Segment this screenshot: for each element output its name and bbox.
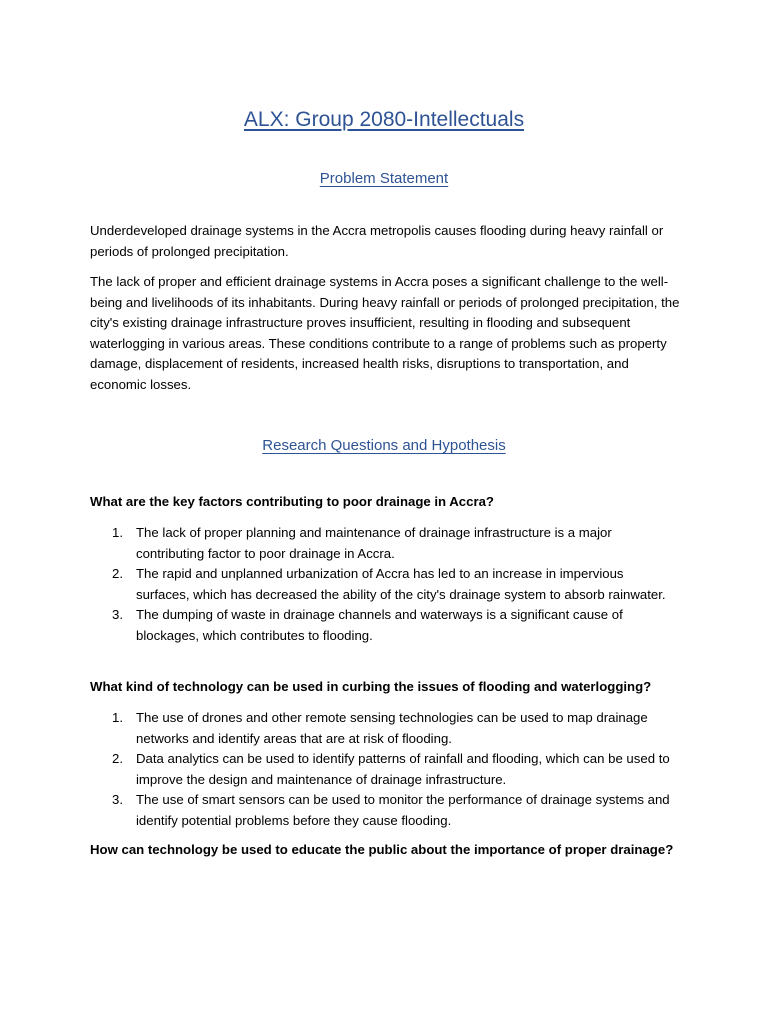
list-number: 2. bbox=[112, 566, 123, 582]
list-item-text: The lack of proper planning and maintenance of drainage infrastructure is a major contributing factor to poor drainage in Accra. bbox=[136, 525, 612, 561]
list-number: 1. bbox=[112, 525, 123, 540]
list-item-text: The use of smart sensors can be used to monitor the performance of drainage systems and identify potential problems before they cause flooding. bbox=[136, 792, 670, 828]
list-item-text: The dumping of waste in drainage channels and waterways is a significant cause of blockages, which contributes to flooding. bbox=[136, 607, 623, 643]
research-question-1: What are the key factors contributing to poor drainage in Accra? bbox=[90, 494, 494, 509]
list-item-text: Data analytics can be used to identify patterns of rainfall and flooding, which can be used to improve the design and maintenance of drainage infrastructure. bbox=[136, 751, 670, 787]
document-title: ALX: Group 2080-Intellectuals bbox=[243, 108, 525, 131]
problem-detail-paragraph: The lack of proper and efficient drainage systems in Accra poses a significant challenge to the well-being and livelihoods of its inhabitants. During heavy rainfall or periods of prolonged precipitation, the city's existing drainage infrastructure proves insufficient, resulting in flooding and subsequent waterlogging in various areas. These conditions contribute to a range of problems such as property damage, displacement of residents, increased health risks, disruptions to transportation, and economic losses. bbox=[90, 274, 680, 392]
list-item bbox=[90, 708, 680, 749]
problem-summary-paragraph: Underdeveloped drainage systems in the Accra metropolis causes flooding during heavy rainfall or periods of prolonged precipitation. bbox=[90, 223, 664, 259]
hypothesis-list-1 bbox=[90, 523, 680, 647]
list-item-text: The rapid and unplanned urbanization of Accra has led to an increase in impervious surfaces, which has decreased the ability of the city's drainage system to absorb rainwater. bbox=[136, 566, 666, 602]
list-item bbox=[90, 790, 680, 831]
list-item bbox=[90, 749, 680, 790]
list-number: 3. bbox=[112, 792, 123, 808]
research-question-2: What kind of technology can be used in curbing the issues of flooding and waterlogging? bbox=[90, 679, 652, 694]
list-number: 3. bbox=[112, 607, 123, 623]
problem-statement-heading: Problem Statement bbox=[319, 170, 449, 187]
hypothesis-list-2 bbox=[90, 708, 680, 832]
list-item bbox=[90, 523, 680, 564]
list-number: 2. bbox=[112, 751, 123, 767]
list-item-text: The use of drones and other remote sensing technologies can be used to map drainage networks and identify areas that are at risk of flooding. bbox=[136, 710, 648, 746]
research-question-3: How can technology be used to educate the public about the importance of proper drainage? bbox=[90, 842, 674, 857]
list-item bbox=[90, 605, 680, 646]
list-number: 1. bbox=[112, 710, 123, 725]
research-questions-heading: Research Questions and Hypothesis bbox=[262, 437, 506, 454]
list-item bbox=[90, 564, 680, 605]
